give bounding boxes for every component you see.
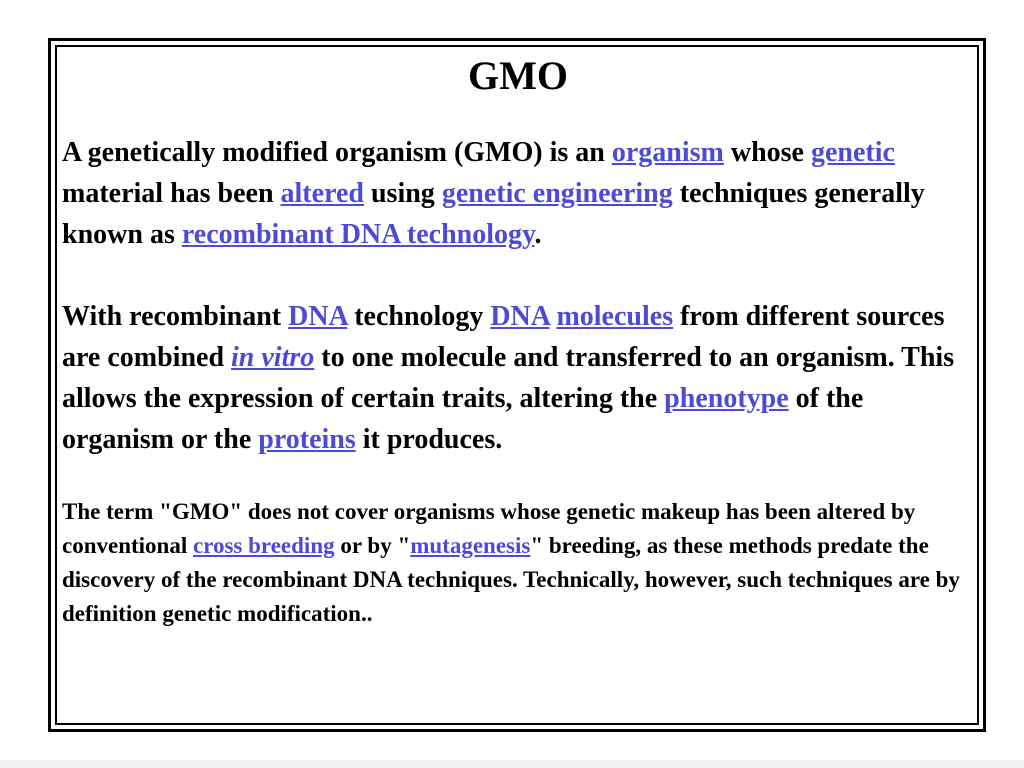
link-cross-breeding[interactable]: cross breeding [192,533,335,558]
link-phenotype[interactable]: phenotype [664,383,789,414]
text: from different sources are combined [62,301,945,373]
link-genetic-engineering[interactable]: genetic engineering [441,178,673,209]
paragraph-term-note [62,495,974,631]
link-mutagenesis[interactable]: mutagenesis [410,533,531,558]
link-proteins[interactable]: proteins [258,424,356,455]
link-molecules[interactable]: molecules [556,301,674,332]
link-recombinant-dna-technology[interactable]: recombinant DNA technology [181,219,535,250]
text: of the organism or the [62,383,864,455]
slide-content [62,48,974,631]
text: With recombinant [62,301,289,332]
link-organism[interactable]: organism [611,137,724,168]
text: using [363,178,442,209]
link-in-vitro[interactable]: in vitro [231,342,315,373]
text: The term "GMO" does not cover organisms whose genetic makeup has been altered by conventional [62,499,916,558]
text: whose [723,137,811,168]
slide-title: GMO [468,53,568,98]
text: . [534,219,542,250]
bottom-strip [0,760,1024,768]
link-dna[interactable]: DNA [288,301,348,332]
text: or by " [334,533,411,558]
paragraph-recombinant [62,296,974,460]
link-dna[interactable]: DNA [490,301,550,332]
text: " breeding, as these methods predate the discovery of the recombinant DNA techniques. Technically, however, such techniques are by definition genetic modification.. [62,533,960,626]
text: techniques generally known as [62,178,925,250]
link-altered[interactable]: altered [280,178,364,209]
text: it produces. [355,424,503,455]
text: to one molecule and transferred to an organism. This allows the expression of certain traits, altering the [62,342,955,414]
paragraph-definition [62,132,974,255]
link-genetic[interactable]: genetic [810,137,895,168]
text: material has been [62,178,281,209]
text: A genetically modified organism (GMO) is an [62,137,612,168]
text: technology [347,301,491,332]
